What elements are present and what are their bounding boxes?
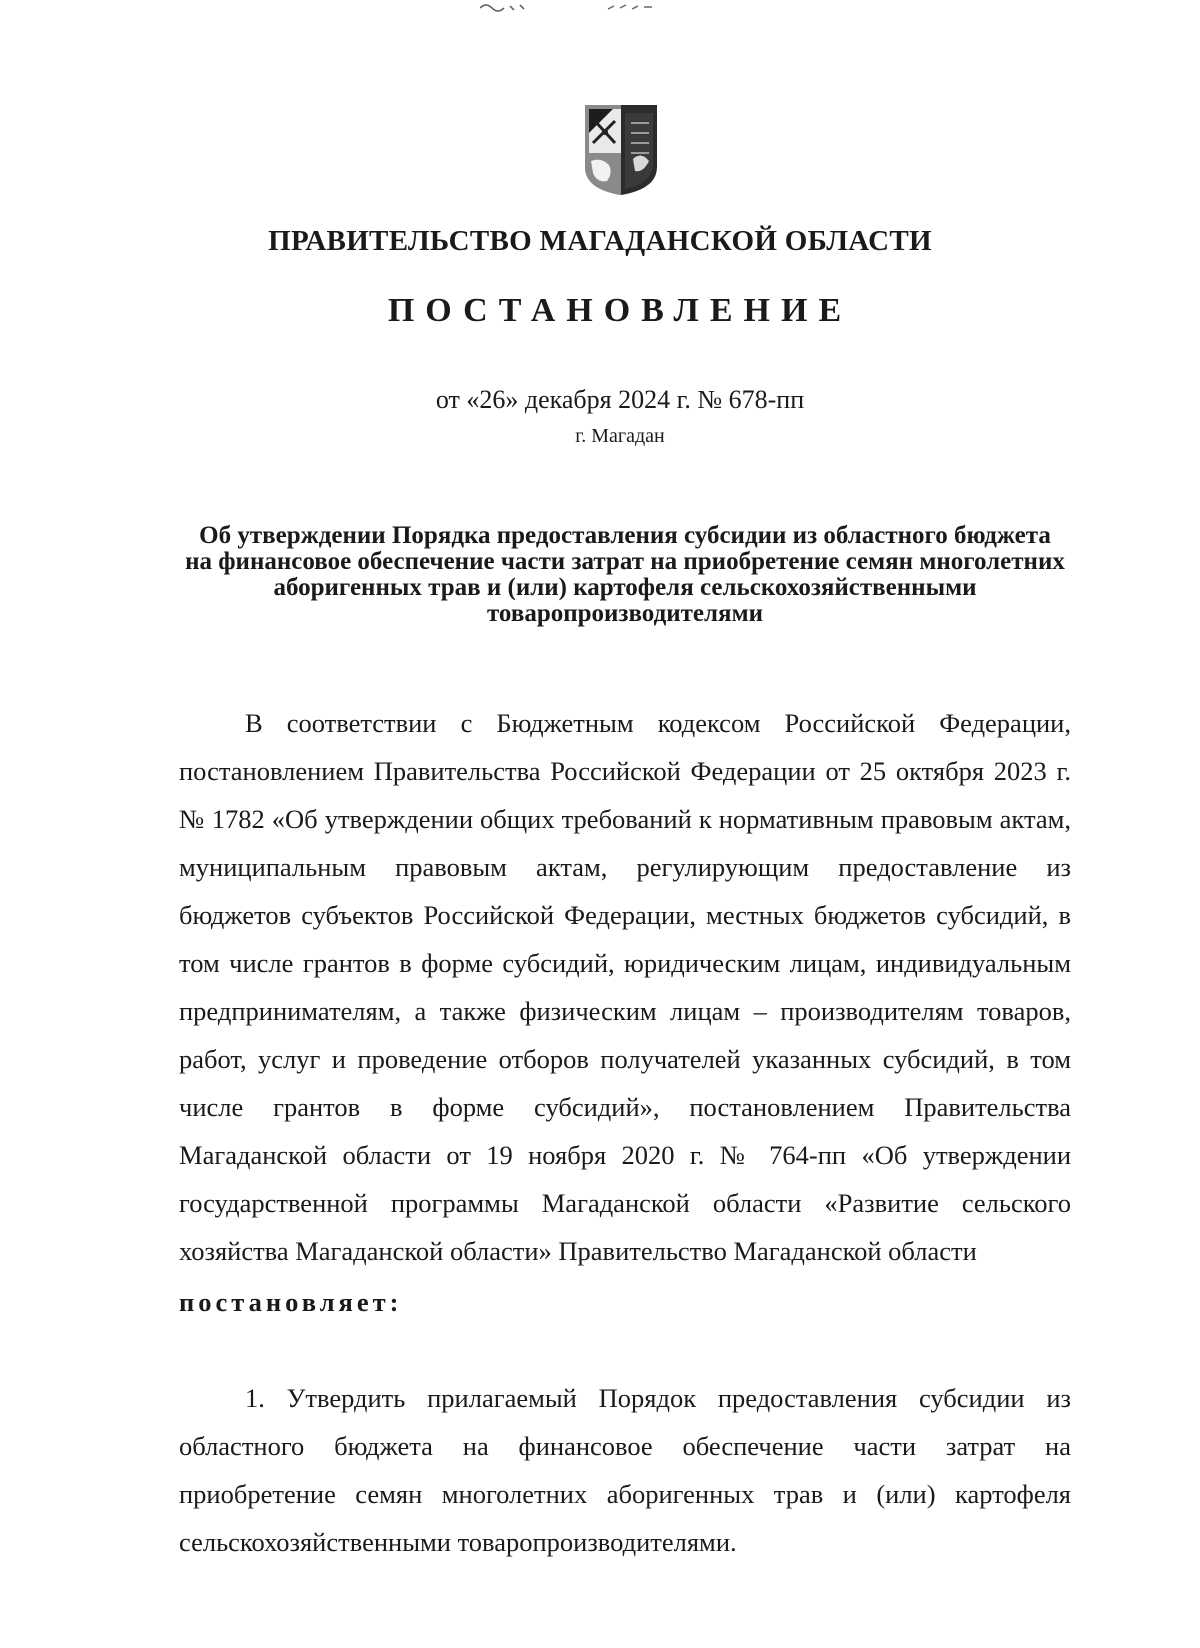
- preamble-paragraph: В соответствии с Бюджетным кодексом Российской Федерации, постановлением Правительства Российской Федерации от 25 октября 2023 г. № 1782 «Об утверждении общих требований к нормативным правовым актам, муниципальным правовым актам, регулирующим предоставление из бюджетов субъектов Российской Федерации, местных бюджетов субсидий, в том числе грантов в форме субсидий, юридическим лицам, индивидуальным предпринимателям, а также физическим лицам – производителям товаров, работ, услуг и проведение отборов получателей указанных субсидий, в том числе грантов в форме субсидий», постановлением Правительства Магаданской области от 19 ноября 2020 г. № 764-пп «Об утверждении государственной программы Магаданской области «Развитие сельского хозяйства Магаданской области» Правительство Магаданской области: [179, 708, 1071, 1266]
- coat-of-arms-icon: [583, 103, 659, 197]
- decree-word: постановляет:: [179, 1287, 403, 1317]
- document-city: г. Магадан: [575, 425, 665, 447]
- organization-title: ПРАВИТЕЛЬСТВО МАГАДАНСКОЙ ОБЛАСТИ: [268, 225, 932, 257]
- resolution-item-1: 1. Утвердить прилагаемый Порядок предоставления субсидии из областного бюджета на финансовое обеспечение части затрат на приобретение семян многолетних аборигенных трав и (или) картофеля сельскохозяйственными товаропроизводителями.: [179, 1383, 1071, 1557]
- document-type: ПОСТАНОВЛЕНИЕ: [387, 292, 853, 329]
- document-date-number: от «26» декабря 2024 г. № 678-пп: [435, 385, 805, 414]
- scan-artifact-mark: [480, 0, 710, 14]
- document-subject: Об утверждении Порядка предоставления субсидии из областного бюджета на финансовое обеспечение части затрат на приобретение семян многолетних аборигенных трав и (или) картофеля сельскохозяйственными товаропроизводителями: [185, 522, 1065, 627]
